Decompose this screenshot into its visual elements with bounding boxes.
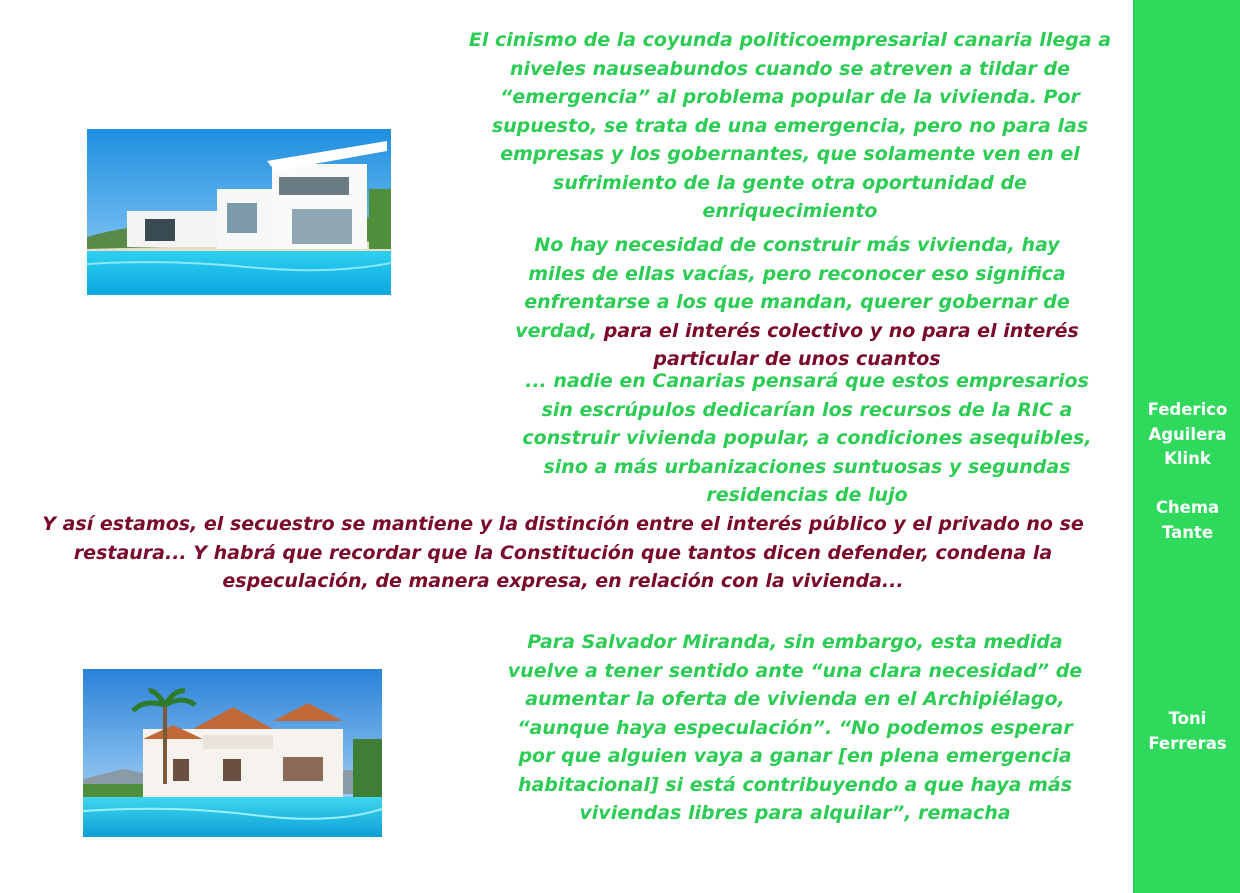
author-toni-ferreras — [1134, 707, 1240, 756]
modern-villa-illustration — [87, 129, 391, 295]
modern-villa-image — [87, 129, 391, 295]
mediterranean-villa-illustration — [83, 669, 382, 837]
quote-ric: ... nadie en Canarias pensará que estos empresarios sin escrúpulos dedicarían los recursos de la RIC a construir vivienda popular, a condiciones asequibles, sino a más urbanizaciones suntuosas y segundas residencias de lujo — [522, 370, 1092, 506]
quote-necesidad-green-text: No hay necesidad de construir más vivienda, hay miles de ellas vacías, pero reconocer eso significa enfrentarse a los que mandan, querer gobernar de verdad, — [515, 234, 1070, 342]
author-name-line: Klink — [1164, 449, 1211, 468]
mediterranean-villa-image — [83, 669, 382, 837]
author-name-line: Tante — [1161, 522, 1214, 542]
quote-salvador-miranda: Para Salvador Miranda, sin embargo, esta medida vuelve a tener sentido ante “una clara necesidad” de aumentar la oferta de vivienda en el Archipiélago, “aunque haya especulación”. “No podemos esperar por que alguien vaya a ganar [en plena emergencia habitacional] si está contribuyendo a que haya más viviendas libres para alquilar”, remacha — [507, 631, 1083, 824]
quote-necesidad-highlight-text: para el interés colectivo y no para el interés particular de unos cuantos — [603, 319, 1079, 370]
author-name-line: Toni — [1168, 709, 1207, 728]
author-name-line: Ferreras — [1148, 733, 1227, 753]
author-name-line: Chema — [1155, 498, 1220, 517]
quote-cinismo: El cinismo de la coyunda politicoempresarial canaria llega a niveles nauseabundos cuando se atreven a tildar de “emergencia” al problema popular de la vivienda. Por supuesto, se trata de una emergencia, pero no para las empresas y los gobernantes, que solamente ven en el sufrimiento de la gente otra oportunidad de enriquecimiento — [468, 29, 1112, 222]
author-federico-aguilera-klink — [1134, 398, 1240, 472]
quote-necesidad-vivienda — [503, 231, 1091, 374]
author-name-line: Federico — [1147, 400, 1228, 419]
authors-sidebar — [1133, 0, 1240, 893]
author-chema-tante — [1134, 496, 1240, 545]
quote-secuestro: Y así estamos, el secuestro se mantiene y la distinción entre el interés público y el privado no se restaura... Y habrá que recordar que la Constitución que tantos dicen defender, condena la especulación, de manera expresa, en relación con la vivienda... — [42, 513, 1084, 592]
author-name-line: Aguilera — [1148, 424, 1227, 444]
